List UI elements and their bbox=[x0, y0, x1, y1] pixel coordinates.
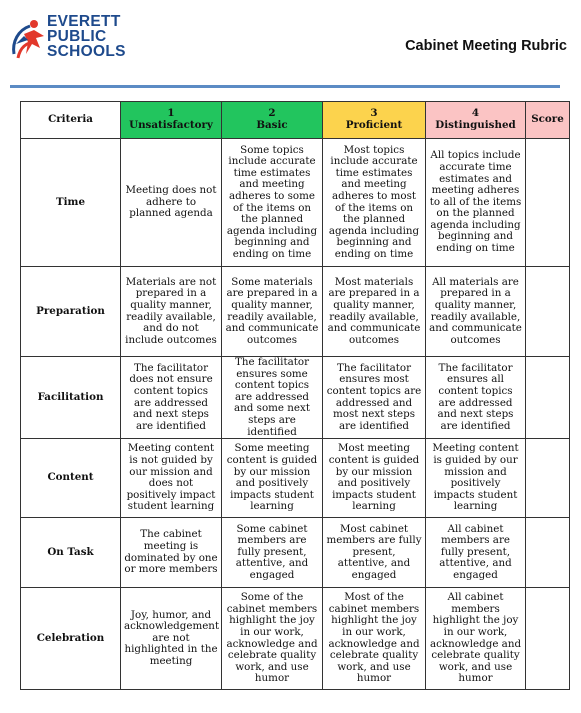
level-2-number: 2 bbox=[268, 107, 276, 120]
descriptor-cell: The facilitator ensures most content topics are addressed and most next steps are identified bbox=[323, 357, 426, 439]
descriptor-cell: Most materials are prepared in a quality manner, readily available, and communicate outcomes bbox=[323, 267, 426, 357]
rubric-table bbox=[20, 101, 570, 690]
score-cell[interactable] bbox=[526, 357, 570, 439]
descriptor-cell: Most topics include accurate time estimates and meeting adheres to most of the items on the planned agenda including beginning and ending on time bbox=[323, 139, 426, 267]
criterion-label: Content bbox=[21, 439, 121, 518]
logo-line-3: SCHOOLS bbox=[47, 43, 126, 60]
level-4-label: Distinguished bbox=[435, 119, 516, 131]
criterion-label: Preparation bbox=[21, 267, 121, 357]
descriptor-cell: Some topics include accurate time estimates and meeting adheres to some of the items on the planned agenda including beginning and ending on time bbox=[222, 139, 323, 267]
level-1-label: Unsatisfactory bbox=[129, 119, 213, 131]
rubric-row-preparation bbox=[21, 267, 570, 357]
district-logo-icon bbox=[10, 14, 50, 70]
level-3-header bbox=[323, 102, 426, 139]
rubric-row-content bbox=[21, 439, 570, 518]
level-1-number: 1 bbox=[167, 107, 175, 120]
descriptor-cell: Most of the cabinet members highlight the joy in our work, acknowledge and celebrate quality work, and use humor bbox=[323, 588, 426, 690]
criterion-label: Facilitation bbox=[21, 357, 121, 439]
rubric-row-celebration bbox=[21, 588, 570, 690]
level-4-number: 4 bbox=[471, 107, 480, 120]
score-cell[interactable] bbox=[526, 588, 570, 690]
score-cell[interactable] bbox=[526, 267, 570, 357]
header-divider bbox=[10, 85, 560, 88]
level-3-number: 3 bbox=[370, 107, 378, 120]
logo-line-1: EVERETT bbox=[47, 13, 121, 30]
descriptor-cell: The facilitator ensures all content topics are addressed and next steps are identified bbox=[426, 357, 526, 439]
level-2-label: Basic bbox=[256, 119, 288, 131]
descriptor-cell: The facilitator ensures some content topics are addressed and some next steps are identified bbox=[222, 357, 323, 439]
descriptor-cell: Some materials are prepared in a quality manner, readily available, and communicate outcomes bbox=[222, 267, 323, 357]
criterion-label: Time bbox=[21, 139, 121, 267]
criterion-label: On Task bbox=[21, 518, 121, 588]
descriptor-cell: All cabinet members highlight the joy in our work, acknowledge and celebrate quality work, and use humor bbox=[426, 588, 526, 690]
descriptor-cell: Meeting content is guided by our mission and positively impacts student learning bbox=[426, 439, 526, 518]
score-cell[interactable] bbox=[526, 439, 570, 518]
descriptor-cell: Some cabinet members are fully present, attentive, and engaged bbox=[222, 518, 323, 588]
descriptor-cell: The cabinet meeting is dominated by one or more members bbox=[121, 518, 222, 588]
criteria-header: Criteria bbox=[21, 102, 121, 139]
descriptor-cell: Materials are not prepared in a quality manner, readily available, and do not include outcomes bbox=[121, 267, 222, 357]
district-logo bbox=[10, 14, 140, 74]
page-title: Cabinet Meeting Rubric bbox=[405, 38, 567, 54]
descriptor-cell: Some meeting content is guided by our mission and positively impacts student learning bbox=[222, 439, 323, 518]
page-header bbox=[0, 0, 581, 88]
descriptor-cell: Meeting content is not guided by our mission and does not positively impact student learning bbox=[121, 439, 222, 518]
rubric-row-on-task bbox=[21, 518, 570, 588]
header-row bbox=[21, 102, 570, 139]
descriptor-cell: Meeting does not adhere to planned agenda bbox=[121, 139, 222, 267]
rubric-row-facilitation bbox=[21, 357, 570, 439]
level-4-header bbox=[426, 102, 526, 139]
descriptor-cell: All topics include accurate time estimates and meeting adheres to all of the items on the planned agenda including beginning and ending on time bbox=[426, 139, 526, 267]
descriptor-cell: Some of the cabinet members highlight the joy in our work, acknowledge and celebrate quality work, and use humor bbox=[222, 588, 323, 690]
descriptor-cell: Joy, humor, and acknowledgement are not highlighted in the meeting bbox=[121, 588, 222, 690]
criterion-label: Celebration bbox=[21, 588, 121, 690]
descriptor-cell: All materials are prepared in a quality manner, readily available, and communicate outcomes bbox=[426, 267, 526, 357]
logo-line-2: PUBLIC bbox=[47, 28, 107, 45]
level-3-label: Proficient bbox=[345, 119, 403, 131]
score-cell[interactable] bbox=[526, 139, 570, 267]
rubric-row-time bbox=[21, 139, 570, 267]
level-2-header bbox=[222, 102, 323, 139]
logo-text bbox=[47, 14, 126, 59]
descriptor-cell: Most cabinet members are fully present, attentive, and engaged bbox=[323, 518, 426, 588]
descriptor-cell: The facilitator does not ensure content topics are addressed and next steps are identified bbox=[121, 357, 222, 439]
score-header: Score bbox=[526, 102, 570, 139]
score-cell[interactable] bbox=[526, 518, 570, 588]
descriptor-cell: All cabinet members are fully present, attentive, and engaged bbox=[426, 518, 526, 588]
descriptor-cell: Most meeting content is guided by our mission and positively impacts student learning bbox=[323, 439, 426, 518]
level-1-header bbox=[121, 102, 222, 139]
